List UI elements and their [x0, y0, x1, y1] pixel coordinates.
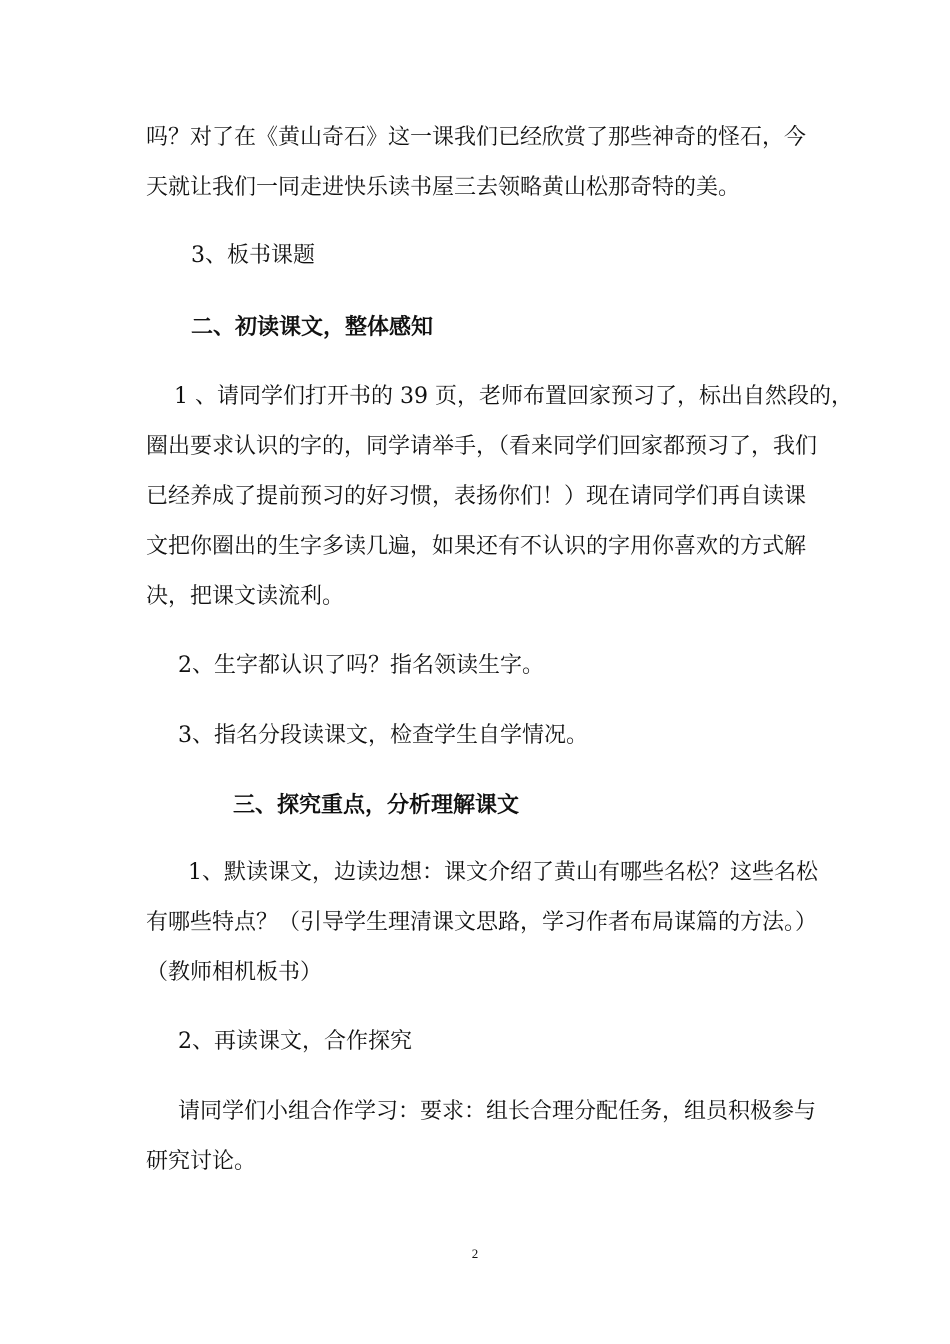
paragraph-8-line-3: （教师相机板书） [146, 960, 323, 985]
paragraph-1-line-2: 天就让我们一同走进快乐读书屋三去领略黄山松那奇特的美。 [146, 175, 741, 200]
paragraph-9-line-1: 2、再读课文，合作探究 [178, 1029, 412, 1054]
paragraph-6-line-1: 3、指名分段读课文，检查学生自学情况。 [178, 723, 588, 748]
paragraph-4-line-4: 文把你圈出的生字多读几遍，如果还有不认识的字用你喜欢的方式解 [146, 534, 807, 559]
paragraph-10-line-1: 请同学们小组合作学习：要求：组长合理分配任务，组员积极参与 [178, 1099, 817, 1124]
paragraph-2-line-1: 3、板书课题 [191, 243, 315, 268]
section-heading-3: 三、探究重点，分析理解课文 [233, 792, 520, 818]
paragraph-4-line-1: 1 、请同学们打开书的 39 页，老师布置回家预习了，标出自然段的， [174, 384, 853, 409]
section-heading-2: 二、初读课文，整体感知 [191, 314, 434, 340]
paragraph-10-line-2: 研究讨论。 [146, 1149, 257, 1174]
paragraph-8-line-1: 1、默读课文，边读边想：课文介绍了黄山有哪些名松？这些名松 [188, 860, 818, 885]
paragraph-4-line-5: 决，把课文读流利。 [146, 584, 345, 609]
paragraph-8-line-2: 有哪些特点？（引导学生理清课文思路，学习作者布局谋篇的方法。） [146, 910, 818, 935]
page-number: 2 [471, 1246, 479, 1261]
paragraph-1-line-1: 吗？对了在《黄山奇石》这一课我们已经欣赏了那些神奇的怪石，今 [146, 125, 807, 150]
paragraph-5-line-1: 2、生字都认识了吗？指名领读生字。 [178, 653, 544, 678]
paragraph-4-line-3: 已经养成了提前预习的好习惯，表扬你们！）现在请同学们再自读课 [146, 484, 807, 509]
paragraph-4-line-2: 圈出要求认识的字的，同学请举手，（看来同学们回家都预习了，我们 [146, 434, 818, 459]
